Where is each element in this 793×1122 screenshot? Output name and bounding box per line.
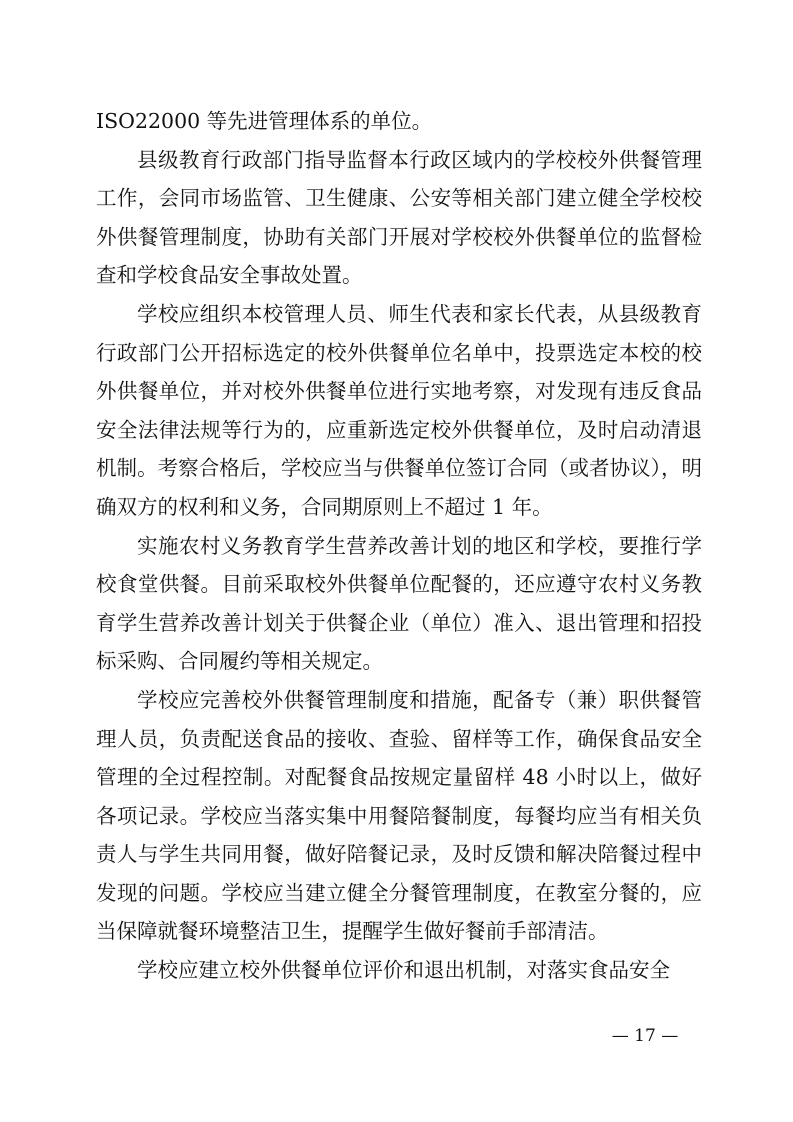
- paragraph-3: 学校应组织本校管理人员、师生代表和家长代表，从县级教育行政部门公开招标选定的校外供餐单位名单中，投票选定本校的校外供餐单位，并对校外供餐单位进行实地考察，对发现有违反食品安全法律法规等行为的，应重新选定校外供餐单位，及时启动清退机制。考察合格后，学校应当与供餐单位签订合同（或者协议），明确双方的权利和义务，合同期原则上不超过 1 年。: [96, 301, 702, 519]
- paragraph-6: 学校应建立校外供餐单位评价和退出机制，对落实食品安全: [137, 958, 670, 983]
- page-number: — 17 —: [611, 1026, 679, 1046]
- paragraph-2: 县级教育行政部门指导监督本行政区域内的学校校外供餐管理工作，会同市场监管、卫生健康、公安等相关部门建立健全学校校外供餐管理制度，协助有关部门开展对学校校外供餐单位的监督检查和学校食品安全事故处置。: [96, 147, 702, 288]
- paragraph-4: 实施农村义务教育学生营养改善计划的地区和学校，要推行学校食堂供餐。目前采取校外供餐单位配餐的，还应遵守农村义务教育学生营养改善计划关于供餐企业（单位）准入、退出管理和招投标采购、合同履约等相关规定。: [96, 533, 702, 674]
- paragraph-1: ISO22000 等先进管理体系的单位。: [96, 109, 433, 133]
- paragraph-5: 学校应完善校外供餐管理制度和措施，配备专（兼）职供餐管理人员，负责配送食品的接收、查验、留样等工作，确保食品安全管理的全过程控制。对配餐食品按规定量留样 48 小时以上，做好各项记录。学校应当落实集中用餐陪餐制度，每餐均应当有相关负责人与学生共同用餐，做好陪餐记录，及时反馈和解决陪餐过程中发现的问题。学校应当建立健全分餐管理制度，在教室分餐的，应当保障就餐环境整洁卫生，提醒学生做好餐前手部清洁。: [96, 687, 702, 944]
- document-body: [96, 102, 702, 990]
